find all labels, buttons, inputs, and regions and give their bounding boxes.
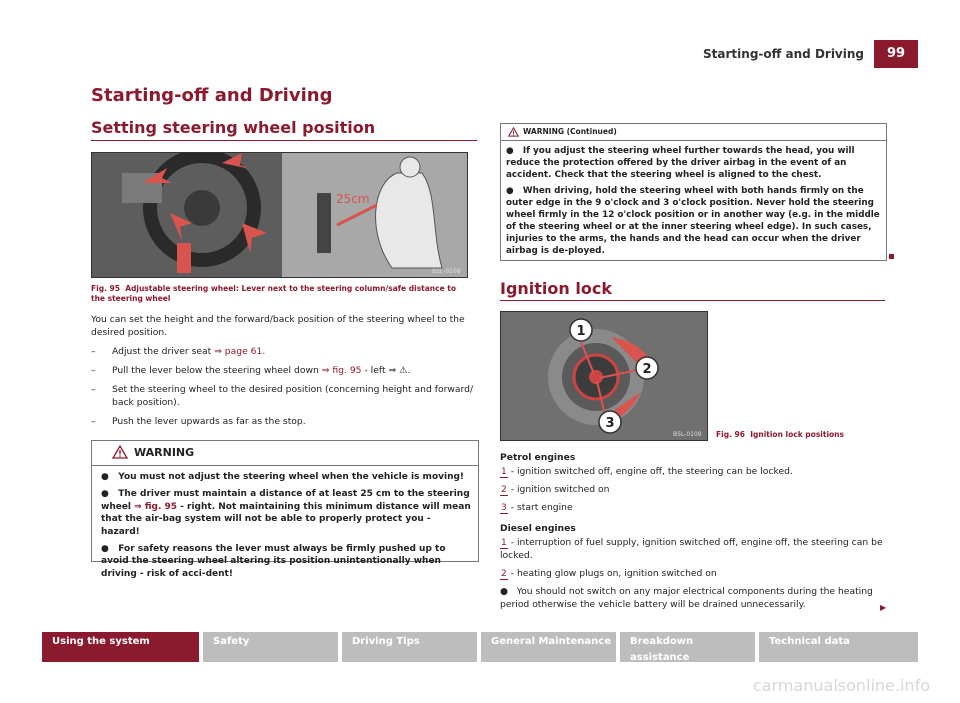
- list-item: 1 - ignition switched off, engine off, the steering can be locked.: [501, 466, 793, 477]
- step-item: – Pull the lever below the steering wheel down ⇒ fig. 95 - left ⇒ ⚠.: [91, 365, 411, 376]
- watermark: carmanualsonline.info: [752, 676, 930, 695]
- section-rule: [500, 300, 885, 301]
- figure-95-caption: Fig. 95 Adjustable steering wheel: Lever next to the steering column/safe distance to the steering wheel: [91, 284, 457, 303]
- tab-driving-tips[interactable]: Driving Tips: [342, 632, 477, 662]
- ignition-illustration: [501, 312, 707, 440]
- distance-label: 25cm: [336, 192, 370, 206]
- callout-1: 1: [576, 324, 586, 339]
- steering-illustration: [92, 153, 467, 277]
- section-title-steering: Setting steering wheel position: [91, 118, 376, 137]
- figure-95-steering-wheel: [91, 152, 468, 278]
- petrol-heading: Petrol engines: [500, 452, 576, 463]
- tab-breakdown-assistance[interactable]: Breakdown assistance: [620, 632, 755, 662]
- figure-96-caption: Fig. 96 Ignition lock positions: [716, 430, 844, 439]
- warning-header: [92, 441, 478, 466]
- intro-text: You can set the height and the forward/back position of the steering wheel to the desired position.: [91, 314, 465, 338]
- figure-code: B5L-0108: [432, 268, 461, 275]
- tab-safety[interactable]: Safety: [203, 632, 338, 662]
- continue-arrow-icon: ▶: [880, 603, 887, 612]
- warning-bullet: ● For safety reasons the lever must always be firmly pushed up to avoid the steering wheel altering its position unintentionally when driving - risk of acci-dent!: [101, 544, 446, 579]
- page-number: 99: [874, 40, 918, 68]
- note-bullet: ● You should not switch on any major electrical components during the heating period otherwise the vehicle battery will be drained unnecessarily.: [500, 586, 873, 610]
- list-item: 1 - interruption of fuel supply, ignition switched off, engine off, the steering can be locked.: [500, 537, 883, 561]
- list-item: 2 - ignition switched on: [501, 484, 610, 495]
- warning-bullet: ● The driver must maintain a distance of at least 25 cm to the steering wheel ⇒ fig. 95 - right. Not maintaining this minimum distance will mean that the air-bag system will not be able to properly protect you - hazard!: [101, 489, 471, 537]
- section-rule: [91, 140, 477, 141]
- list-item: 3 - start engine: [501, 502, 573, 513]
- warning-continued-title: WARNING (Continued): [523, 127, 617, 136]
- warning-icon: [508, 127, 519, 137]
- step-item: – Set the steering wheel to the desired position (concerning height and forward/ back position).: [91, 384, 474, 408]
- tab-technical-data[interactable]: Technical data: [759, 632, 918, 662]
- warning-box: [91, 440, 479, 579]
- figure-code: B5L-0109: [673, 431, 702, 438]
- warning-continued-box: [500, 123, 887, 261]
- step-item: – Push the lever upwards as far as the stop.: [91, 416, 306, 427]
- warning-text: [101, 471, 471, 580]
- callout-2: 2: [642, 362, 652, 377]
- tab-general-maintenance[interactable]: General Maintenance: [481, 632, 616, 662]
- warning-icon: [112, 445, 128, 459]
- steps-list: [91, 345, 476, 435]
- tab-using-the-system[interactable]: Using the system: [42, 632, 199, 662]
- chapter-title: Starting-off and Driving: [91, 85, 333, 106]
- section-end-marker: [889, 254, 894, 259]
- page-link[interactable]: ⇒ page 61: [214, 346, 263, 357]
- diesel-heading: Diesel engines: [500, 523, 576, 534]
- warning-continued-text: [506, 145, 881, 257]
- figure-96-ignition-lock: [500, 311, 708, 441]
- running-header: Starting-off and Driving: [703, 47, 864, 61]
- figure-link[interactable]: ⇒ fig. 95: [321, 365, 362, 376]
- figure-link[interactable]: ⇒ fig. 95: [134, 501, 178, 512]
- ignition-text: [500, 451, 885, 611]
- callout-3: 3: [605, 416, 615, 431]
- step-item: – Adjust the driver seat ⇒ page 61.: [91, 346, 266, 357]
- warning-continued-header: [501, 124, 886, 141]
- section-title-ignition: Ignition lock: [500, 279, 612, 298]
- list-item: 2 - heating glow plugs on, ignition switched on: [501, 568, 717, 579]
- warning-title: WARNING: [134, 446, 195, 459]
- warning-bullet: ● When driving, hold the steering wheel with both hands firmly on the outer edge in the 9 o'clock and 3 o'clock position. Never hold the steering wheel firmly in the 12 o'clock position or in another way (e.g. in the middle of the steering wheel or at the inner steering wheel edge). In such cases, injuries to the arms, the hands and the head can occur when the driver airbag is de-ployed.: [506, 186, 880, 256]
- warning-bullet: ● You must not adjust the steering wheel when the vehicle is moving!: [101, 472, 465, 482]
- warning-bullet: ● If you adjust the steering wheel further towards the head, you will reduce the protection offered by the driver airbag in the event of an accident. Check that the steering wheel is aligned to the chest.: [506, 146, 855, 180]
